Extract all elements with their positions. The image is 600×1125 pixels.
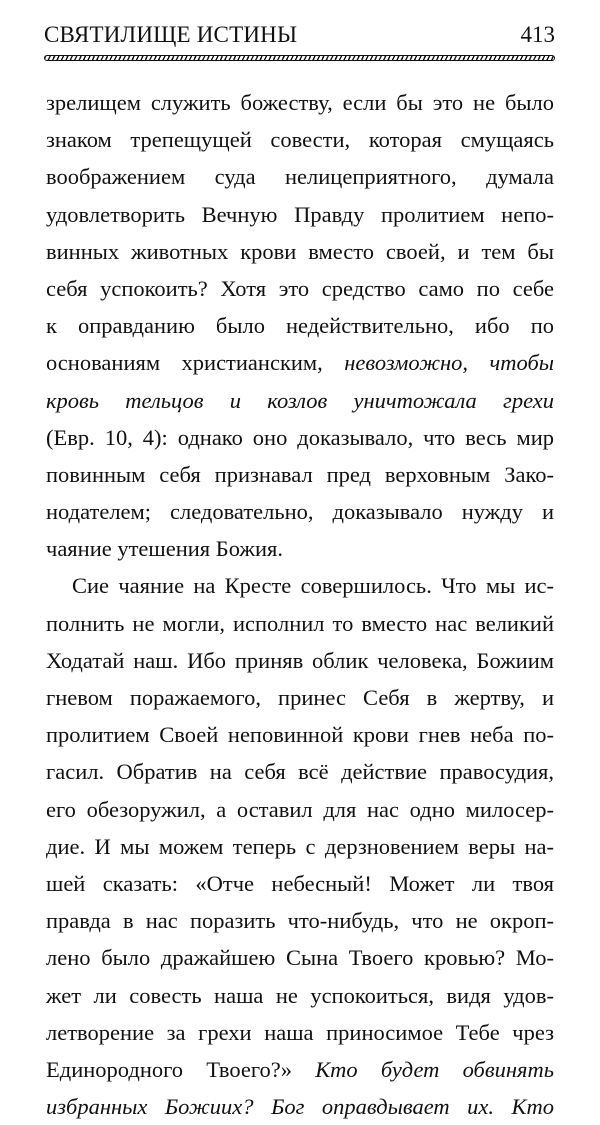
text-segment: (Евр. 10, 4): однако оно доказывало, что весь мир <box>46 424 554 450</box>
text-segment: винных животных крови вместо своей, и тем бы <box>46 238 554 264</box>
text-segment: удовлетворить Вечную Правду пролитием непо- <box>46 201 554 227</box>
text-line <box>46 456 554 493</box>
text-line <box>46 121 554 158</box>
text-segment: чаяние утешения Божия. <box>46 536 283 562</box>
text-line <box>46 791 554 828</box>
text-line <box>46 977 554 1014</box>
text-segment: правда в нас поразить что-нибудь, что не окроп- <box>46 908 554 934</box>
rope-divider <box>44 55 555 61</box>
text-line <box>46 233 554 270</box>
italic-segment: Кто будет обвинять <box>315 1056 554 1082</box>
text-line <box>46 865 554 902</box>
text-line <box>46 567 554 604</box>
text-segment: зрелищем служить божеству, если бы это не было <box>46 90 554 115</box>
text-line <box>46 270 554 307</box>
text-line <box>46 196 554 233</box>
running-title: СВЯТИЛИЩЕ ИСТИНЫ <box>44 22 298 47</box>
text-segment: основаниям христианским, <box>46 350 345 376</box>
text-line <box>46 679 554 716</box>
text-segment: шей сказать: «Отче небесный! Может ли твоя <box>46 870 554 896</box>
text-segment: его обезоружил, а оставил для нас одно милосер- <box>46 796 554 822</box>
text-segment: Ходатай наш. Ибо приняв облик человека, Божиим <box>46 647 554 673</box>
text-segment: воображением суда нелицеприятного, думала <box>46 164 554 190</box>
text-segment: себя успокоить? Хотя это средство само по себе <box>46 275 554 301</box>
text-line <box>46 902 554 939</box>
text-segment: нодателем; следовательно, доказывало нужду и <box>46 499 554 525</box>
text-line <box>46 307 554 344</box>
text-segment: полнить не могли, исполнил то вместо нас великий <box>46 610 554 636</box>
text-line <box>46 716 554 753</box>
text-line <box>46 382 554 419</box>
text-line <box>46 605 554 642</box>
text-line <box>46 1088 554 1125</box>
text-line <box>46 84 554 121</box>
text-line <box>46 158 554 195</box>
text-line <box>46 344 554 381</box>
body-text <box>46 84 554 1125</box>
text-segment: к оправданию было недействительно, ибо по <box>46 313 554 339</box>
italic-segment: избранных Божиих? Бог оправдывает их. Кто <box>46 1094 554 1120</box>
text-line <box>46 1014 554 1051</box>
page-number: 413 <box>520 22 555 47</box>
text-line <box>46 1051 554 1088</box>
text-segment: знаком трепещущей совести, которая смущаясь <box>46 127 554 153</box>
text-segment: дие. И мы можем теперь с дерзновением веры на- <box>46 833 554 859</box>
text-line <box>46 493 554 530</box>
text-segment: лено было дражайшею Сына Твоего кровью? Мо- <box>46 945 554 971</box>
text-segment: летворение за грехи наша приносимое Тебе чрез <box>46 1019 554 1045</box>
page-header <box>44 22 555 52</box>
text-line <box>46 753 554 790</box>
text-segment: повинным себя признавал пред верховным Зако- <box>46 461 554 487</box>
text-line <box>46 642 554 679</box>
text-line <box>46 530 554 567</box>
italic-segment: кровь тельцов и козлов уничтожала грехи <box>46 387 554 413</box>
text-segment: пролитием Своей неповинной крови гнев неба по- <box>46 722 554 748</box>
text-line <box>46 419 554 456</box>
text-segment: Сие чаяние на Кресте совершилось. Что мы ис- <box>72 573 554 599</box>
text-segment: гасил. Обратив на себя всё действие правосудия, <box>46 759 554 785</box>
text-segment: жет ли совесть наша не успокоиться, видя удов- <box>46 982 554 1008</box>
text-segment: Единородного Твоего?» <box>46 1056 316 1082</box>
text-segment: гневом поражаемого, принес Себя в жертву, и <box>46 685 554 710</box>
text-line <box>46 828 554 865</box>
italic-segment: невозможно, чтобы <box>344 350 555 376</box>
